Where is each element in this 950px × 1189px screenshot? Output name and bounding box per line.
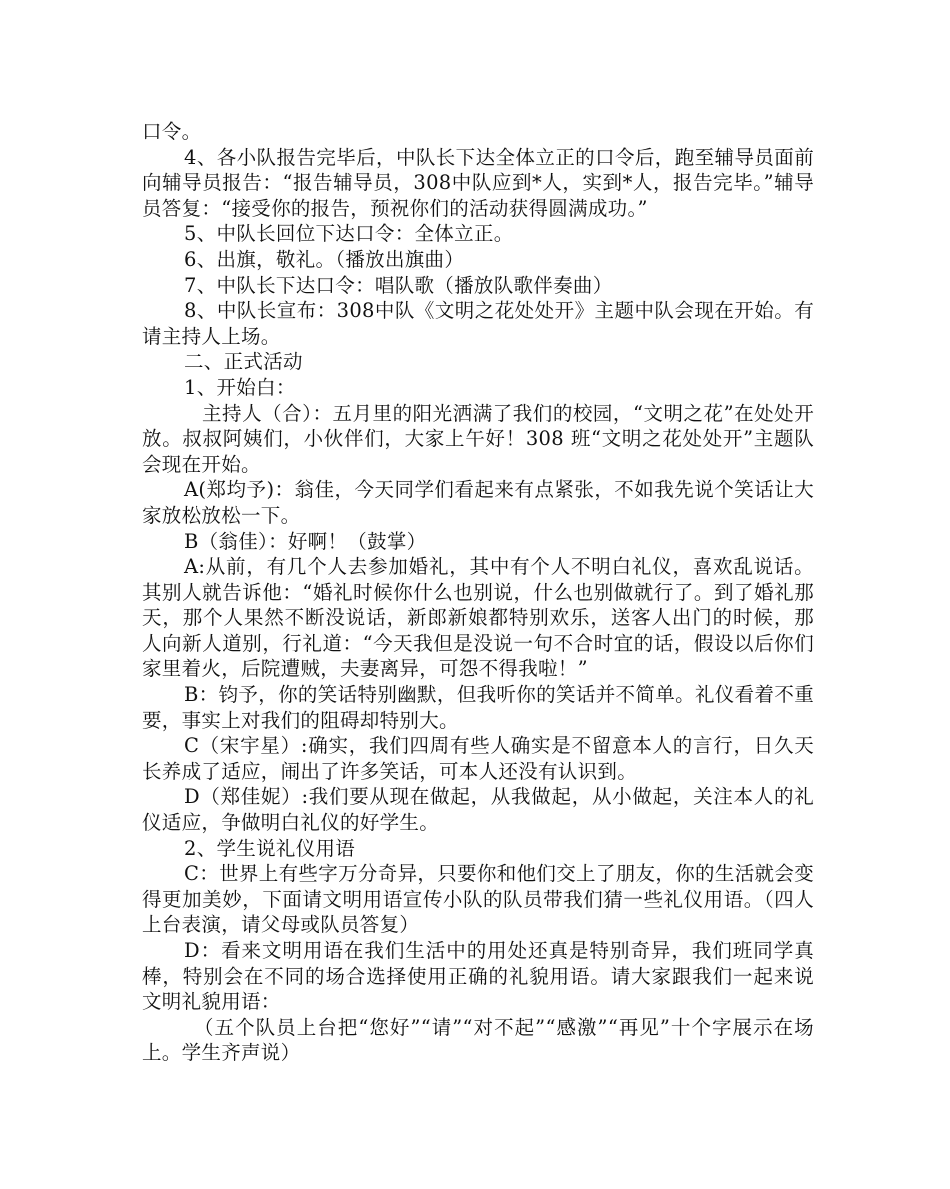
paragraph: 主持人（合）：五月里的阳光洒满了我们的校园，“文明之花”在处处开放。叔叔阿姨们，小伙伴们，大家上午好！308 班“文明之花处处开”主题队会现在开始。 (142, 401, 814, 476)
dialogue-line: A:从前，有几个人去参加婚礼，其中有个人不明白礼仪，喜欢乱说话。其别人就告诉他：“婚礼时候你什么也别说，什么也别做就行了。到了婚礼那天，那个人果然不断没说话，新郎新娘都特别欢乐，送客人出门的时候，那人向新人道别，行礼道：“今天我但是没说一句不合时宜的话，假设以后你们家里着火，后院遭贼，夫妻离异，可怨不得我啦！” (142, 555, 814, 681)
dialogue-line: B：钧予，你的笑话特别幽默，但我听你的笑话并不简单。礼仪看着不重要，事实上对我们的阻碍却特别大。 (142, 683, 814, 732)
dialogue-line: C：世界上有些字万分奇异，只要你和他们交上了朋友，你的生活就会变得更加美妙，下面请文明用语宣传小队的队员带我们猜一些礼仪用语。（四人上台表演，请父母或队员答复） (142, 862, 814, 937)
paragraph: 6、出旗，敬礼。（播放出旗曲） (184, 247, 465, 271)
paragraph: 5、中队长回位下达口令：全体立正。 (184, 222, 514, 246)
dialogue-line: D：看来文明用语在我们生活中的用处还真是特别奇异，我们班同学真棒，特别会在不同的场合选择使用正确的礼貌用语。请大家跟我们一起来说文明礼貌用语： (142, 939, 814, 1014)
stage-direction: （五个队员上台把“您好”“请”“对不起”“感激”“再见”十个字展示在场上。学生齐声说） (142, 1015, 814, 1065)
paragraph: 4、各小队报告完毕后，中队长下达全体立正的口令后，跑至辅导员面前向辅导员报告：“报告辅导员，308中队应到*人，实到*人，报告完毕。”辅导员答复：“接受你的报告，预祝你们的活动获得圆满成功。” (142, 145, 814, 220)
dialogue-line: B（翁佳）：好啊！（鼓掌） (184, 529, 427, 553)
dialogue-line: D（郑佳妮）:我们要从现在做起，从我做起，从小做起，关注本人的礼仪适应，争做明白礼仪的好学生。 (142, 785, 814, 835)
dialogue-line: A(郑均予)：翁佳，今天同学们看起来有点紧张，不如我先说个笑话让大家放松放松一下。 (142, 478, 814, 527)
paragraph: 7、中队长下达口令：唱队歌（播放队歌伴奏曲） (184, 273, 613, 297)
paragraph: 8、中队长宣布：308中队《文明之花处处开》主题中队会现在开始。有请主持人上场。 (142, 299, 814, 348)
subsection-heading: 1、开始白： (184, 375, 296, 399)
paragraph: 口令。 (142, 120, 202, 143)
subsection-heading: 2、学生说礼仪用语 (184, 836, 356, 860)
dialogue-line: C（宋宇星）:确实，我们四周有些人确实是不留意本人的言行，日久天长养成了适应，闹出了许多笑话，可本人还没有认识到。 (142, 734, 814, 783)
document-body (142, 119, 814, 1066)
section-heading: 二、正式活动 (184, 350, 303, 374)
